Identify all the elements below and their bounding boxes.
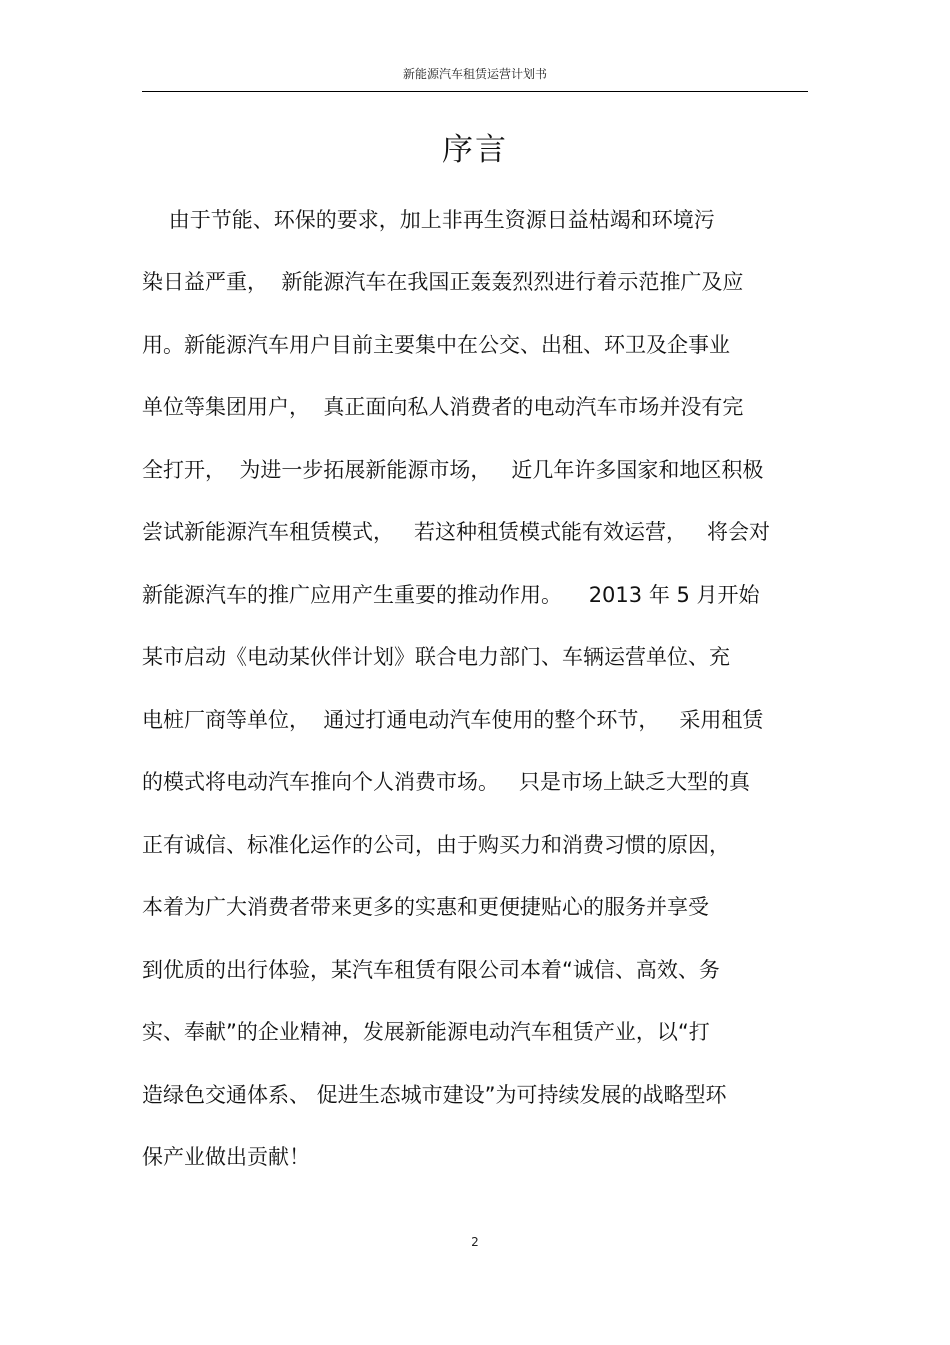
text-line: 尝试新能源汽车租赁模式， 若这种租赁模式能有效运营， 将会对: [142, 520, 771, 544]
header-divider: [142, 91, 808, 92]
text-line: 电桩厂商等单位， 通过打通电动汽车使用的整个环节， 采用租赁: [142, 708, 764, 732]
text-line: 某市启动《电动某伙伴计划》联合电力部门、车辆运营单位、充: [142, 645, 730, 669]
text-line: 染日益严重， 新能源汽车在我国正轰轰烈烈进行着示范推广及应: [142, 270, 744, 294]
text-line: 由于节能、环保的要求，加上非再生资源日益枯竭和环境污: [142, 208, 715, 232]
text-line: 实、奉献”的企业精神，发展新能源电动汽车租赁产业，以“打: [142, 1020, 710, 1044]
running-header: 新能源汽车租赁运营计划书: [402, 67, 547, 81]
text-line: 新能源汽车的推广应用产生重要的推动作用。 2013 年 5 月开始: [142, 583, 760, 607]
text-line: 到优质的出行体验，某汽车租赁有限公司本着“诚信、高效、务: [142, 958, 720, 982]
text-line: 保产业做出贡献！: [142, 1145, 310, 1169]
page-title: 序言: [442, 132, 508, 168]
text-line: 本着为广大消费者带来更多的实惠和更便捷贴心的服务并享受: [142, 895, 709, 919]
text-line: 单位等集团用户， 真正面向私人消费者的电动汽车市场并没有完: [142, 395, 744, 419]
text-line: 造绿色交通体系、 促进生态城市建设”为可持续发展的战略型环: [142, 1083, 727, 1107]
text-line: 的模式将电动汽车推向个人消费市场。 只是市场上缺乏大型的真: [142, 770, 751, 794]
text-line: 用。新能源汽车用户目前主要集中在公交、出租、环卫及企事业: [142, 333, 730, 357]
text-line: 全打开， 为进一步拓展新能源市场， 近几年许多国家和地区积极: [142, 458, 764, 482]
text-line: 正有诚信、标准化运作的公司，由于购买力和消费习惯的原因，: [142, 833, 730, 857]
page-number: 2: [471, 1235, 479, 1249]
